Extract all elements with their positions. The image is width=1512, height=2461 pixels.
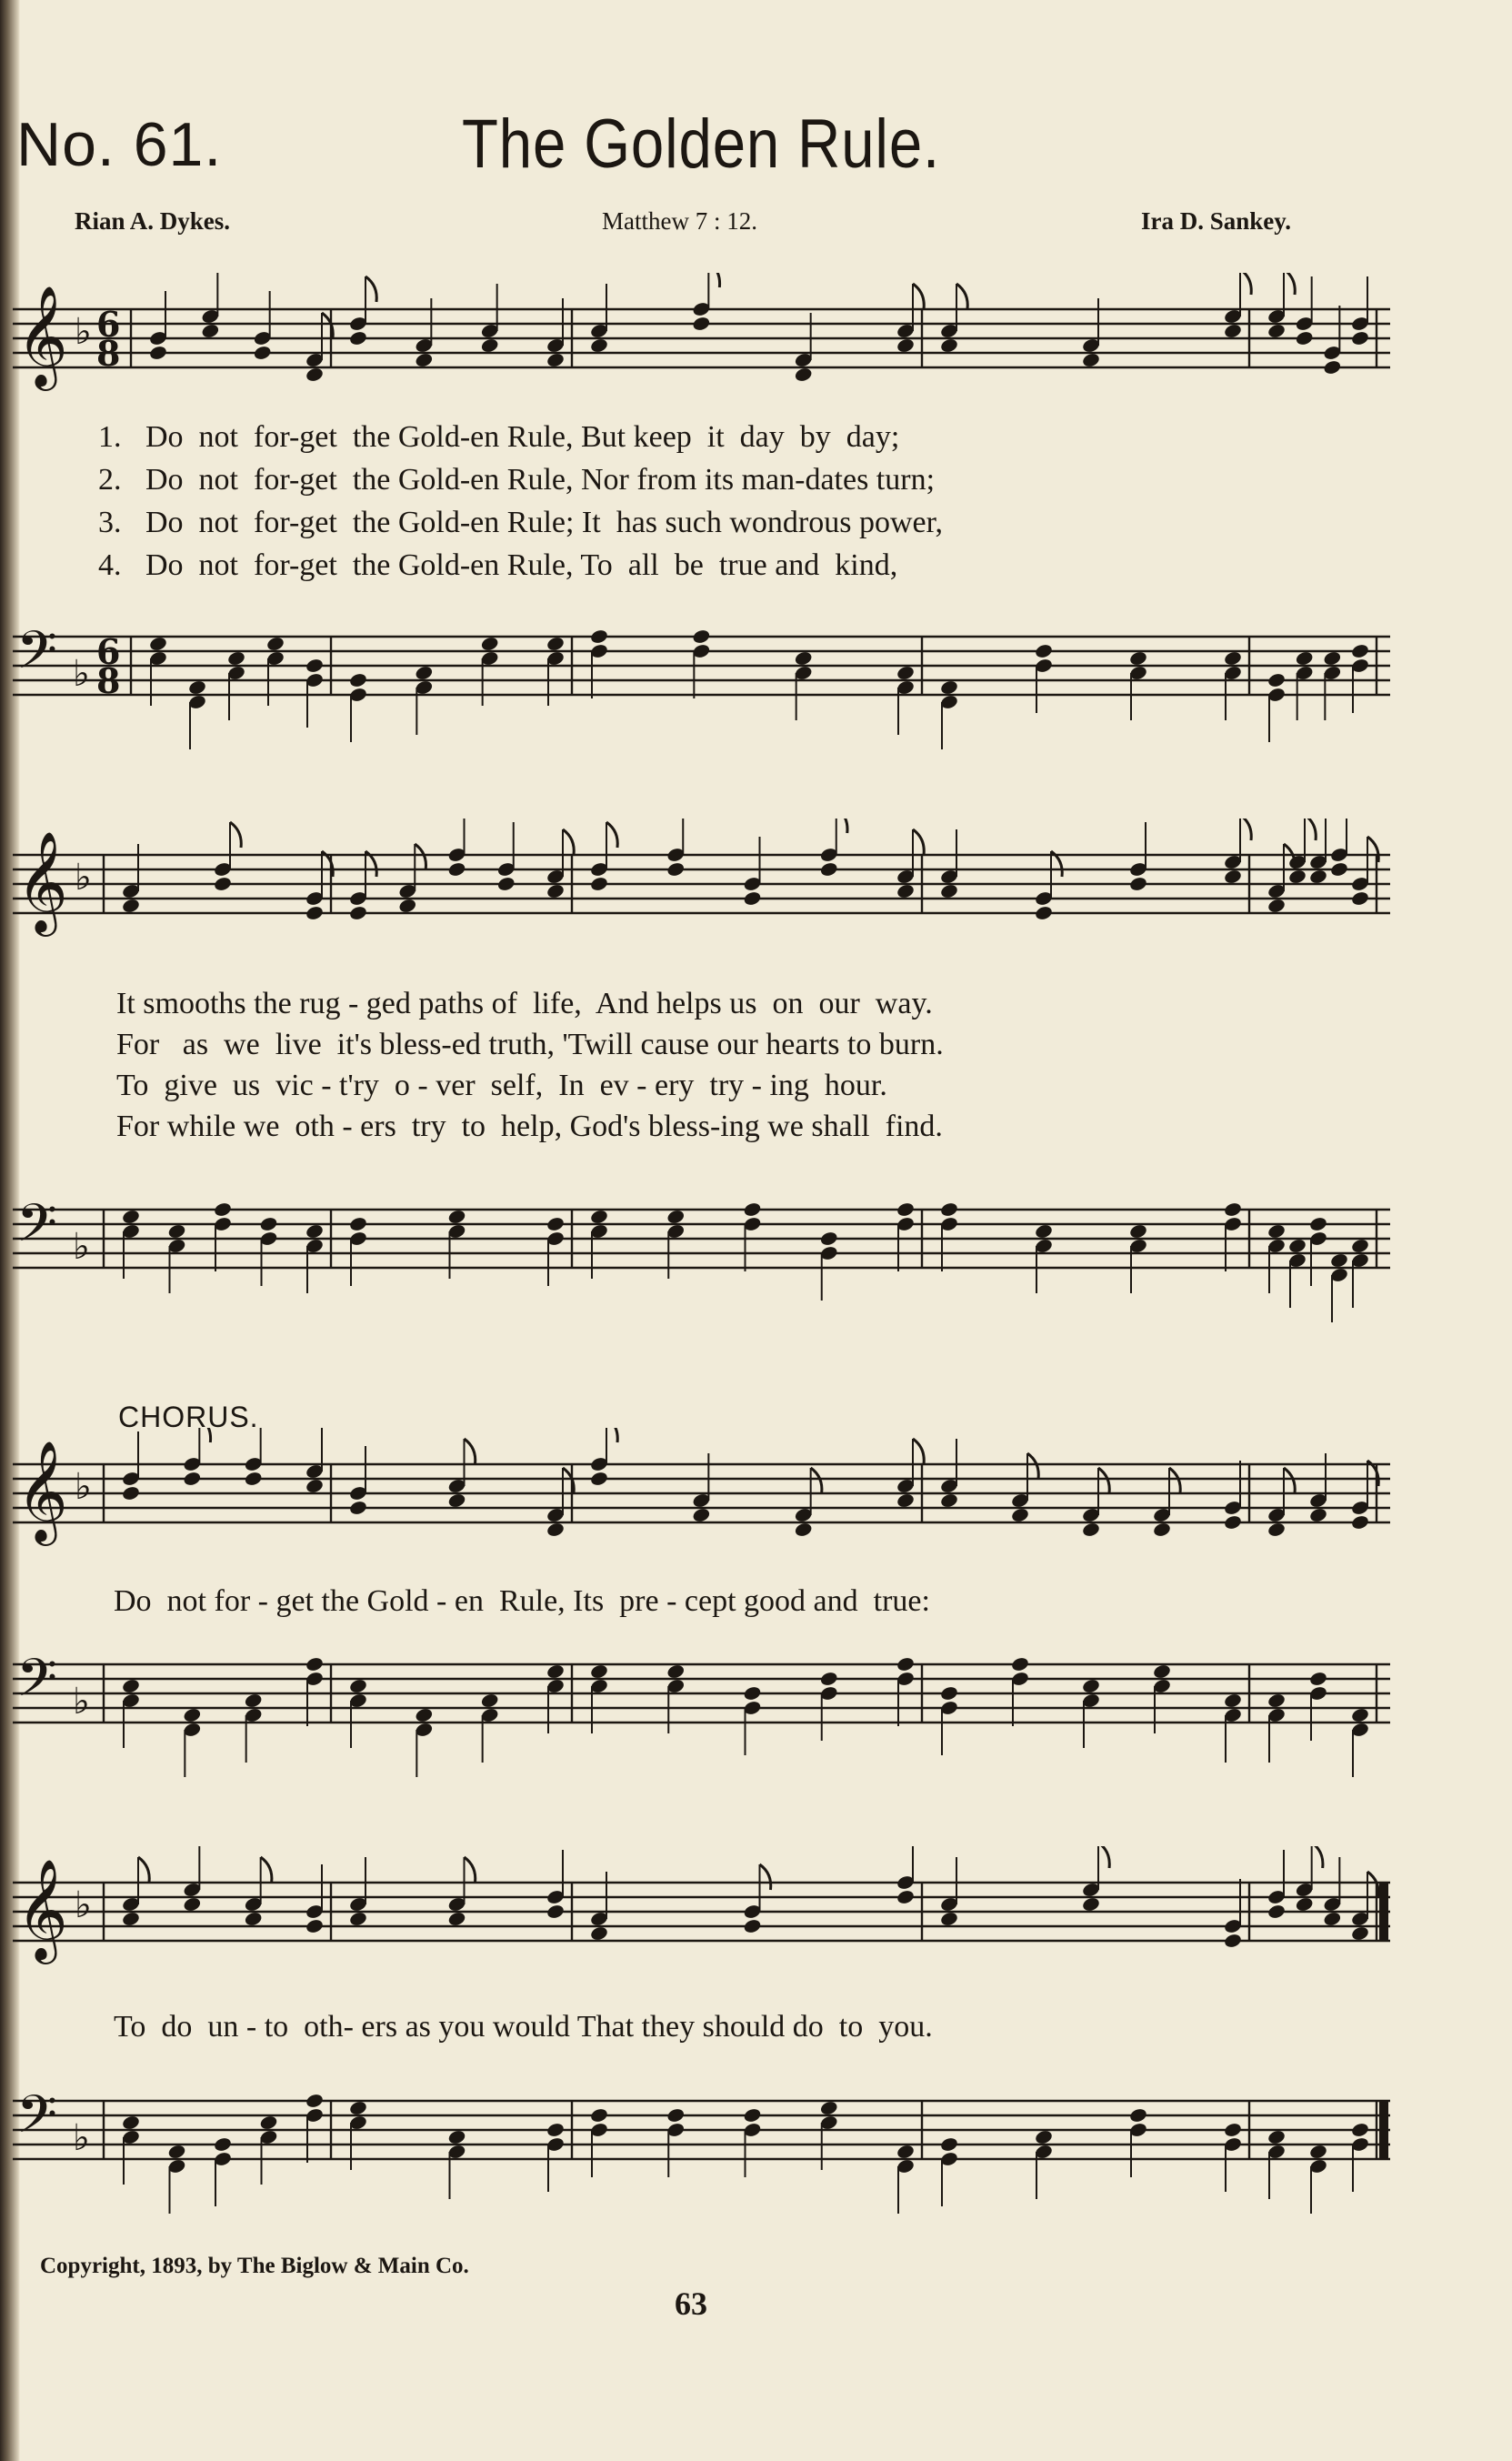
note-head	[794, 650, 813, 667]
note-head	[447, 2129, 466, 2145]
note-head	[305, 658, 324, 674]
treble-clef: 𝄞	[16, 1440, 68, 1542]
note-head	[939, 337, 958, 354]
note-head	[1223, 650, 1242, 667]
note-head	[819, 2100, 838, 2116]
note-head	[546, 352, 565, 368]
note-head	[589, 628, 608, 645]
note-head	[213, 2136, 232, 2153]
note-head	[1128, 876, 1147, 892]
note-head	[1350, 2122, 1369, 2138]
note-head	[896, 1201, 915, 1218]
note-head	[1152, 1663, 1171, 1680]
note-head	[305, 367, 324, 383]
note-head	[305, 1478, 324, 1494]
flat-sign: ♭	[73, 1226, 90, 1268]
note-flag	[913, 1439, 924, 1464]
note-head	[743, 2107, 762, 2124]
note-head	[589, 1663, 608, 1680]
note-head	[1350, 890, 1369, 907]
note-head	[546, 1216, 565, 1232]
note-head	[1081, 1678, 1100, 1694]
verse-4-line-2: For while we oth - ers try to help, God's bless-ing we shall find.	[116, 1110, 943, 1143]
note-head	[546, 1904, 565, 1920]
note-head	[201, 323, 220, 339]
note-head	[1128, 2107, 1147, 2124]
note-head	[348, 1500, 367, 1516]
note-head	[819, 861, 838, 878]
note-head	[1350, 1925, 1369, 1942]
note-head	[265, 636, 285, 652]
composer-credit: Ira D. Sankey.	[1141, 207, 1292, 235]
note-head	[1308, 1671, 1327, 1687]
note-flag	[606, 822, 617, 848]
note-head	[1223, 2122, 1242, 2138]
note-head	[121, 1209, 140, 1225]
treble-staff-system-1	[13, 273, 1395, 427]
treble-staff-system-4	[13, 1846, 1395, 2001]
note-head	[1152, 1522, 1171, 1538]
note-flag	[836, 819, 847, 833]
note-head	[546, 1663, 565, 1680]
flat-sign: ♭	[75, 1466, 92, 1508]
note-head	[121, 1678, 140, 1694]
note-head	[589, 1925, 608, 1942]
note-head	[1308, 869, 1327, 885]
note-head	[415, 665, 434, 681]
time-signature-top: 6	[96, 304, 121, 345]
treble-staff-system-3	[13, 1428, 1395, 1582]
note-head	[1323, 650, 1342, 667]
note-head	[183, 1471, 202, 1487]
note-head	[589, 876, 608, 892]
note-head	[167, 2144, 186, 2160]
note-head	[1295, 330, 1314, 347]
note-head	[1308, 2144, 1327, 2160]
note-flag	[708, 273, 719, 287]
note-head	[666, 1663, 686, 1680]
note-head	[348, 1678, 367, 1694]
note-head	[496, 876, 516, 892]
note-head	[1350, 1514, 1369, 1531]
chorus-label: CHORUS.	[118, 1401, 259, 1433]
note-head	[480, 337, 499, 354]
note-flag	[199, 1428, 210, 1442]
note-head	[896, 883, 915, 899]
note-head	[896, 2144, 915, 2160]
note-head	[187, 679, 206, 696]
note-flag	[1240, 273, 1251, 295]
note-head	[939, 1492, 958, 1509]
note-head	[1350, 330, 1369, 347]
note-head	[939, 2136, 958, 2153]
final-bar-line	[1379, 2101, 1388, 2159]
verse-number: 1.	[98, 420, 122, 454]
note-head	[148, 345, 167, 361]
note-head	[244, 1471, 263, 1487]
chorus-line-1: Do not for - get the Gold - en Rule, Its pre - cept good and true:	[114, 1584, 930, 1618]
note-head	[692, 1507, 711, 1523]
note-head	[415, 1707, 434, 1723]
bass-staff-system-1	[13, 600, 1395, 755]
note-head	[1267, 1223, 1286, 1240]
note-head	[1081, 1896, 1100, 1913]
note-head	[546, 883, 565, 899]
note-flag	[261, 1857, 272, 1883]
note-flag	[230, 822, 241, 848]
note-head	[1081, 352, 1100, 368]
note-head	[1267, 1522, 1286, 1538]
note-head	[305, 2093, 324, 2109]
note-flag	[956, 284, 967, 309]
note-head	[1295, 650, 1314, 667]
note-head	[259, 1216, 278, 1232]
note-head	[121, 1911, 140, 1927]
bass-clef: 𝄢	[16, 1647, 58, 1722]
note-head	[305, 1918, 324, 1934]
note-head	[348, 1216, 367, 1232]
note-head	[666, 2107, 686, 2124]
note-head	[1308, 1216, 1327, 1232]
verse-number: 3.	[98, 506, 122, 539]
note-head	[589, 337, 608, 354]
note-flag	[138, 1857, 149, 1883]
note-head	[1308, 1507, 1327, 1523]
final-bar-line	[1379, 1883, 1388, 1941]
note-flag	[365, 276, 376, 302]
note-head	[213, 1201, 232, 1218]
note-head	[939, 1685, 958, 1702]
note-head	[1223, 869, 1242, 885]
bass-staff-system-4	[13, 2064, 1395, 2219]
flat-sign: ♭	[73, 2117, 90, 2159]
note-head	[1323, 1911, 1342, 1927]
note-head	[589, 2107, 608, 2124]
note-head	[305, 1656, 324, 1672]
note-head	[794, 367, 813, 383]
note-flag	[1284, 1468, 1295, 1493]
note-head	[167, 1223, 186, 1240]
note-head	[348, 330, 367, 347]
note-head	[794, 1522, 813, 1538]
note-flag	[811, 1468, 822, 1493]
note-head	[743, 890, 762, 907]
hymn-number: No. 61.	[16, 110, 223, 179]
note-head	[546, 2122, 565, 2138]
note-head	[305, 1223, 324, 1240]
note-head	[896, 1889, 915, 1905]
note-head	[546, 1522, 565, 1538]
note-head	[1323, 359, 1342, 376]
time-signature-bottom: 8	[96, 660, 121, 701]
note-head	[939, 883, 958, 899]
note-head	[259, 2114, 278, 2131]
treble-clef: 𝄞	[16, 830, 68, 932]
note-flag	[1305, 819, 1316, 840]
note-head	[896, 665, 915, 681]
flat-sign: ♭	[75, 311, 92, 353]
note-head	[1287, 869, 1307, 885]
verse-number: 4.	[98, 548, 122, 582]
note-head	[447, 1209, 466, 1225]
note-head	[1329, 861, 1348, 878]
note-head	[213, 876, 232, 892]
note-head	[896, 1656, 915, 1672]
note-head	[589, 1209, 608, 1225]
note-flag	[1240, 819, 1251, 840]
note-head	[1223, 1201, 1242, 1218]
verse-1-line-1: Do not for-get the Gold-en Rule, But keep it day by day;	[145, 420, 900, 454]
note-head	[819, 1671, 838, 1687]
note-head	[447, 861, 466, 878]
note-flag	[465, 1439, 476, 1464]
note-head	[743, 1201, 762, 1218]
note-head	[1295, 1896, 1314, 1913]
note-head	[348, 905, 367, 921]
note-flag	[1284, 273, 1295, 295]
note-head	[253, 345, 272, 361]
note-head	[183, 1896, 202, 1913]
note-flag	[563, 829, 574, 855]
note-head	[480, 636, 499, 652]
scripture-reference: Matthew 7 : 12.	[602, 207, 757, 235]
note-head	[1267, 2129, 1286, 2145]
note-head	[939, 679, 958, 696]
note-head	[226, 650, 245, 667]
note-head	[692, 316, 711, 332]
note-head	[1010, 1507, 1029, 1523]
note-head	[1010, 1656, 1029, 1672]
note-head	[447, 1492, 466, 1509]
bass-clef: 𝄢	[16, 2084, 58, 2158]
note-flag	[1098, 1846, 1109, 1868]
note-flag	[1169, 1468, 1180, 1493]
bass-clef: 𝄢	[16, 619, 58, 694]
verse-1-line-2: It smooths the rug - ged paths of life, And helps us on our way.	[116, 987, 933, 1020]
note-head	[743, 1918, 762, 1934]
note-head	[743, 1685, 762, 1702]
note-head	[1350, 643, 1369, 659]
note-head	[1034, 1223, 1053, 1240]
note-head	[896, 337, 915, 354]
note-head	[1223, 1514, 1242, 1531]
bass-staff-system-3	[13, 1628, 1395, 1783]
note-head	[1034, 643, 1053, 659]
chorus-line-2: To do un - to oth- ers as you would That they should do to you.	[114, 2010, 933, 2044]
time-signature-top: 6	[96, 631, 121, 672]
note-head	[1223, 323, 1242, 339]
note-head	[896, 1492, 915, 1509]
note-flag	[1027, 1453, 1038, 1479]
note-head	[1128, 650, 1147, 667]
note-head	[244, 1911, 263, 1927]
lyricist-credit: Rian A. Dykes.	[75, 207, 231, 235]
note-flag	[760, 1864, 771, 1890]
treble-clef: 𝄞	[16, 285, 68, 387]
treble-clef: 𝄞	[16, 1858, 68, 1960]
note-head	[1034, 905, 1053, 921]
note-head	[939, 1201, 958, 1218]
note-head	[1267, 1904, 1286, 1920]
note-head	[1081, 1522, 1100, 1538]
note-flag	[913, 284, 924, 309]
verse-2-line-2: For as we live it's bless-ed truth, 'Twill cause our hearts to burn.	[116, 1028, 944, 1061]
note-head	[121, 2114, 140, 2131]
note-head	[1267, 323, 1286, 339]
bass-clef: 𝄢	[16, 1192, 58, 1267]
note-flag	[913, 829, 924, 855]
verse-3-line-2: To give us vic - t'ry o - ver self, In ev - ery try - ing hour.	[116, 1069, 887, 1102]
note-head	[1223, 1933, 1242, 1949]
note-head	[666, 861, 686, 878]
note-head	[121, 898, 140, 914]
treble-staff-system-2	[13, 819, 1395, 973]
note-head	[305, 905, 324, 921]
note-head	[1267, 1693, 1286, 1709]
note-head	[819, 1230, 838, 1247]
page-number: 63	[675, 2285, 707, 2322]
flat-sign: ♭	[73, 653, 90, 695]
note-head	[666, 1209, 686, 1225]
note-head	[244, 1693, 263, 1709]
verse-number: 2.	[98, 463, 122, 497]
note-flag	[415, 844, 426, 869]
note-head	[480, 1693, 499, 1709]
note-head	[398, 898, 417, 914]
verse-4-line-1: Do not for-get the Gold-en Rule, To all be true and kind,	[145, 548, 898, 582]
note-head	[1350, 1238, 1369, 1254]
note-head	[415, 352, 434, 368]
note-head	[939, 1911, 958, 1927]
bass-staff-system-2	[13, 1173, 1395, 1328]
note-head	[447, 1911, 466, 1927]
note-head	[1287, 1238, 1307, 1254]
note-head	[692, 628, 711, 645]
note-head	[1350, 1707, 1369, 1723]
note-head	[1223, 1693, 1242, 1709]
note-flag	[606, 1428, 617, 1442]
time-signature-bottom: 8	[96, 333, 121, 374]
note-head	[546, 636, 565, 652]
copyright-notice: Copyright, 1893, by The Biglow & Main Co.	[40, 2254, 469, 2278]
flat-sign: ♭	[73, 1681, 90, 1723]
note-flag	[465, 1857, 476, 1883]
note-head	[589, 1471, 608, 1487]
verse-2-line-1: Do not for-get the Gold-en Rule, Nor from its man-dates turn;	[145, 463, 936, 497]
note-head	[1267, 898, 1286, 914]
note-head	[1128, 1223, 1147, 1240]
note-flag	[1312, 1846, 1323, 1868]
note-head	[1034, 2129, 1053, 2145]
note-head	[348, 2100, 367, 2116]
hymn-title: The Golden Rule.	[462, 105, 941, 183]
note-head	[183, 1707, 202, 1723]
note-head	[348, 672, 367, 688]
note-head	[1267, 672, 1286, 688]
note-head	[121, 1485, 140, 1502]
note-head	[148, 636, 167, 652]
note-head	[1329, 1252, 1348, 1269]
flat-sign: ♭	[75, 857, 92, 899]
verse-3-line-1: Do not for-get the Gold-en Rule; It has such wondrous power,	[145, 506, 944, 539]
flat-sign: ♭	[75, 1884, 92, 1926]
note-flag	[1098, 1468, 1109, 1493]
note-head	[348, 1911, 367, 1927]
